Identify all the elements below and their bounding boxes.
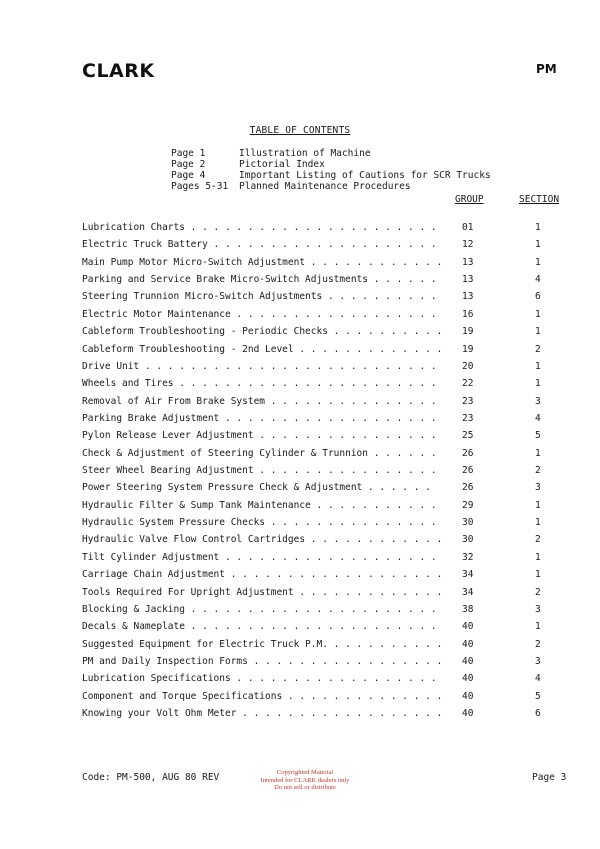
toc-entry-title: Decals & Nameplate . . . . . . . . . . . . . . . . . . . . . . (82, 621, 437, 633)
toc-row (82, 239, 562, 256)
toc-entry-section: 1 (535, 378, 541, 390)
footer-document-code: Code: PM-500, AUG 80 REV (82, 772, 220, 783)
toc-entry-group: 26 (462, 482, 474, 494)
toc-entry-title: Suggested Equipment for Electric Truck P.M. . . . . . . . . . . (82, 638, 443, 650)
copyright-line: Do not sell or distribute (274, 784, 336, 792)
toc-entry-group: 40 (462, 673, 474, 685)
toc-entry-group: 40 (462, 655, 474, 667)
toc-entry-group: 26 (462, 447, 474, 459)
toc-row (82, 639, 562, 656)
toc-entry-title: Removal of Air From Brake System . . . . . . . . . . . . . . . (82, 395, 437, 407)
intro-desc: Illustration of Machine (239, 148, 371, 159)
toc-row (82, 291, 562, 308)
toc-entry-title: Cableform Troubleshooting - Periodic Checks . . . . . . . . . . (82, 326, 443, 338)
toc-entry-title: Electric Truck Battery . . . . . . . . . . . . . . . . . . . . (82, 239, 437, 251)
toc-row (82, 482, 562, 499)
toc-entry-group: 12 (462, 239, 474, 251)
toc-entry-section: 2 (535, 534, 541, 546)
toc-entry-section: 6 (535, 708, 541, 720)
intro-desc: Planned Maintenance Procedures (239, 181, 411, 192)
toc-entry-title: Wheels and Tires . . . . . . . . . . . . . . . . . . . . . . . (82, 378, 437, 390)
toc-entry-section: 3 (535, 603, 541, 615)
clark-logo: CLARK (82, 60, 155, 82)
toc-entry-title: Drive Unit . . . . . . . . . . . . . . . . . . . . . . . . . . (82, 360, 437, 372)
toc-entry-section: 4 (535, 673, 541, 685)
toc-entry-section: 3 (535, 482, 541, 494)
footer-page-number: Page 3 (532, 772, 567, 783)
intro-item (171, 170, 491, 181)
toc-row (82, 361, 562, 378)
toc-row (82, 691, 562, 708)
toc-entry-title: Tools Required For Upright Adjustment . . . . . . . . . . . . . (82, 586, 443, 598)
toc-entry-section: 5 (535, 690, 541, 702)
toc-entry-section: 2 (535, 343, 541, 355)
toc-entry-group: 26 (462, 465, 474, 477)
toc-row (82, 500, 562, 517)
toc-row (82, 344, 562, 361)
toc-row (82, 448, 562, 465)
intro-desc: Pictorial Index (239, 159, 325, 170)
toc-entry-group: 16 (462, 308, 474, 320)
toc-row (82, 569, 562, 586)
toc-entry-group: 23 (462, 412, 474, 424)
toc-entry-title: Lubrication Charts . . . . . . . . . . . . . . . . . . . . . . (82, 222, 437, 233)
intro-page: Page 2 (171, 159, 206, 170)
toc-row (82, 430, 562, 447)
toc-entry-group: 40 (462, 690, 474, 702)
section-column-header: SECTION (519, 194, 560, 205)
toc-row (82, 708, 562, 725)
toc-row (82, 534, 562, 551)
toc-row (82, 604, 562, 621)
intro-page: Page 4 (171, 170, 206, 181)
toc-entry-title: Hydraulic Valve Flow Control Cartridges . . . . . . . . . . . . (82, 534, 443, 546)
toc-entry-section: 3 (535, 655, 541, 667)
intro-page: Page 1 (171, 148, 206, 159)
toc-entry-group: 30 (462, 517, 474, 529)
toc-entry-group: 29 (462, 499, 474, 511)
toc-entry-title: Pylon Release Lever Adjustment . . . . . . . . . . . . . . . . (82, 430, 437, 442)
toc-entry-title: Tilt Cylinder Adjustment . . . . . . . . . . . . . . . . . . . (82, 551, 437, 563)
intro-item (171, 148, 491, 159)
toc-entries (82, 222, 562, 725)
toc-entry-section: 1 (535, 499, 541, 511)
toc-entry-title: Component and Torque Specifications . . . . . . . . . . . . . . (82, 690, 443, 702)
intro-list (171, 148, 491, 192)
toc-entry-group: 19 (462, 326, 474, 338)
toc-title: TABLE OF CONTENTS (249, 125, 351, 136)
toc-entry-group: 23 (462, 395, 474, 407)
intro-desc: Important Listing of Cautions for SCR Trucks (239, 170, 491, 181)
copyright-line: Intended for CLARK dealers only (260, 776, 350, 784)
toc-entry-group: 19 (462, 343, 474, 355)
header-section-code: PM (536, 62, 557, 76)
toc-entry-title: Hydraulic Filter & Sump Tank Maintenance . . . . . . . . . . . (82, 499, 437, 511)
toc-row (82, 621, 562, 638)
toc-entry-group: 22 (462, 378, 474, 390)
toc-entry-section: 4 (535, 274, 541, 286)
copyright-line: Copyrighted Material (276, 769, 334, 776)
toc-entry-group: 34 (462, 586, 474, 598)
toc-row (82, 517, 562, 534)
toc-entry-section: 5 (535, 430, 541, 442)
toc-entry-title: Carriage Chain Adjustment . . . . . . . . . . . . . . . . . . . (82, 569, 443, 581)
toc-entry-group: 40 (462, 708, 474, 720)
toc-entry-group: 32 (462, 551, 474, 563)
toc-entry-title: Hydraulic System Pressure Checks . . . . . . . . . . . . . . . (82, 517, 437, 529)
toc-row (82, 326, 562, 343)
toc-entry-section: 2 (535, 586, 541, 598)
toc-entry-group: 38 (462, 603, 474, 615)
toc-entry-title: Cableform Troubleshooting - 2nd Level . . . . . . . . . . . . . (82, 343, 443, 355)
copyright-notice (230, 769, 380, 792)
toc-entry-title: Parking Brake Adjustment . . . . . . . . . . . . . . . . . . . (82, 412, 437, 424)
toc-entry-title: Electric Motor Maintenance . . . . . . . . . . . . . . . . . . (82, 308, 437, 320)
toc-row (82, 673, 562, 690)
group-column-header: GROUP (455, 194, 484, 205)
toc-row (82, 274, 562, 291)
toc-row (82, 378, 562, 395)
toc-entry-section: 1 (535, 621, 541, 633)
toc-entry-group: 13 (462, 274, 474, 286)
toc-entry-section: 1 (535, 447, 541, 459)
toc-entry-group: 01 (462, 222, 474, 233)
toc-entry-group: 13 (462, 256, 474, 268)
toc-entry-group: 30 (462, 534, 474, 546)
toc-entry-title: Power Steering System Pressure Check & Adjustment . . . . . . (82, 482, 431, 494)
toc-entry-section: 2 (535, 638, 541, 650)
toc-entry-title: Steer Wheel Bearing Adjustment . . . . . . . . . . . . . . . . (82, 465, 437, 477)
toc-row (82, 396, 562, 413)
toc-row (82, 587, 562, 604)
toc-row (82, 257, 562, 274)
toc-row (82, 465, 562, 482)
toc-entry-group: 40 (462, 638, 474, 650)
toc-entry-group: 34 (462, 569, 474, 581)
toc-row (82, 656, 562, 673)
toc-entry-section: 1 (535, 360, 541, 372)
intro-page: Pages 5-31 (171, 181, 229, 192)
toc-entry-section: 1 (535, 308, 541, 320)
toc-entry-section: 4 (535, 412, 541, 424)
toc-entry-section: 1 (535, 517, 541, 529)
toc-entry-section: 1 (535, 222, 541, 233)
toc-entry-title: Blocking & Jacking . . . . . . . . . . . . . . . . . . . . . . (82, 603, 437, 615)
toc-entry-title: Main Pump Motor Micro-Switch Adjustment . . . . . . . . . . . . (82, 256, 443, 268)
toc-entry-section: 1 (535, 569, 541, 581)
toc-entry-title: Check & Adjustment of Steering Cylinder & Trunnion . . . . . . (82, 447, 437, 459)
toc-row (82, 413, 562, 430)
toc-row (82, 552, 562, 569)
toc-entry-section: 1 (535, 239, 541, 251)
toc-entry-section: 6 (535, 291, 541, 303)
toc-entry-group: 13 (462, 291, 474, 303)
toc-entry-title: Steering Trunnion Micro-Switch Adjustments . . . . . . . . . . (82, 291, 437, 303)
intro-item (171, 159, 491, 170)
toc-entry-group: 25 (462, 430, 474, 442)
toc-entry-title: Knowing your Volt Ohm Meter . . . . . . . . . . . . . . . . . . (82, 708, 443, 720)
toc-entry-title: PM and Daily Inspection Forms . . . . . . . . . . . . . . . . . (82, 655, 443, 667)
toc-entry-section: 1 (535, 256, 541, 268)
toc-entry-section: 3 (535, 395, 541, 407)
toc-entry-section: 1 (535, 551, 541, 563)
toc-row (82, 222, 562, 239)
toc-row (82, 309, 562, 326)
toc-entry-section: 2 (535, 465, 541, 477)
intro-item (171, 181, 491, 192)
toc-entry-section: 1 (535, 326, 541, 338)
toc-entry-title: Parking and Service Brake Micro-Switch Adjustments . . . . . . (82, 274, 437, 286)
toc-entry-group: 20 (462, 360, 474, 372)
toc-entry-group: 40 (462, 621, 474, 633)
toc-entry-title: Lubrication Specifications . . . . . . . . . . . . . . . . . . (82, 673, 437, 685)
